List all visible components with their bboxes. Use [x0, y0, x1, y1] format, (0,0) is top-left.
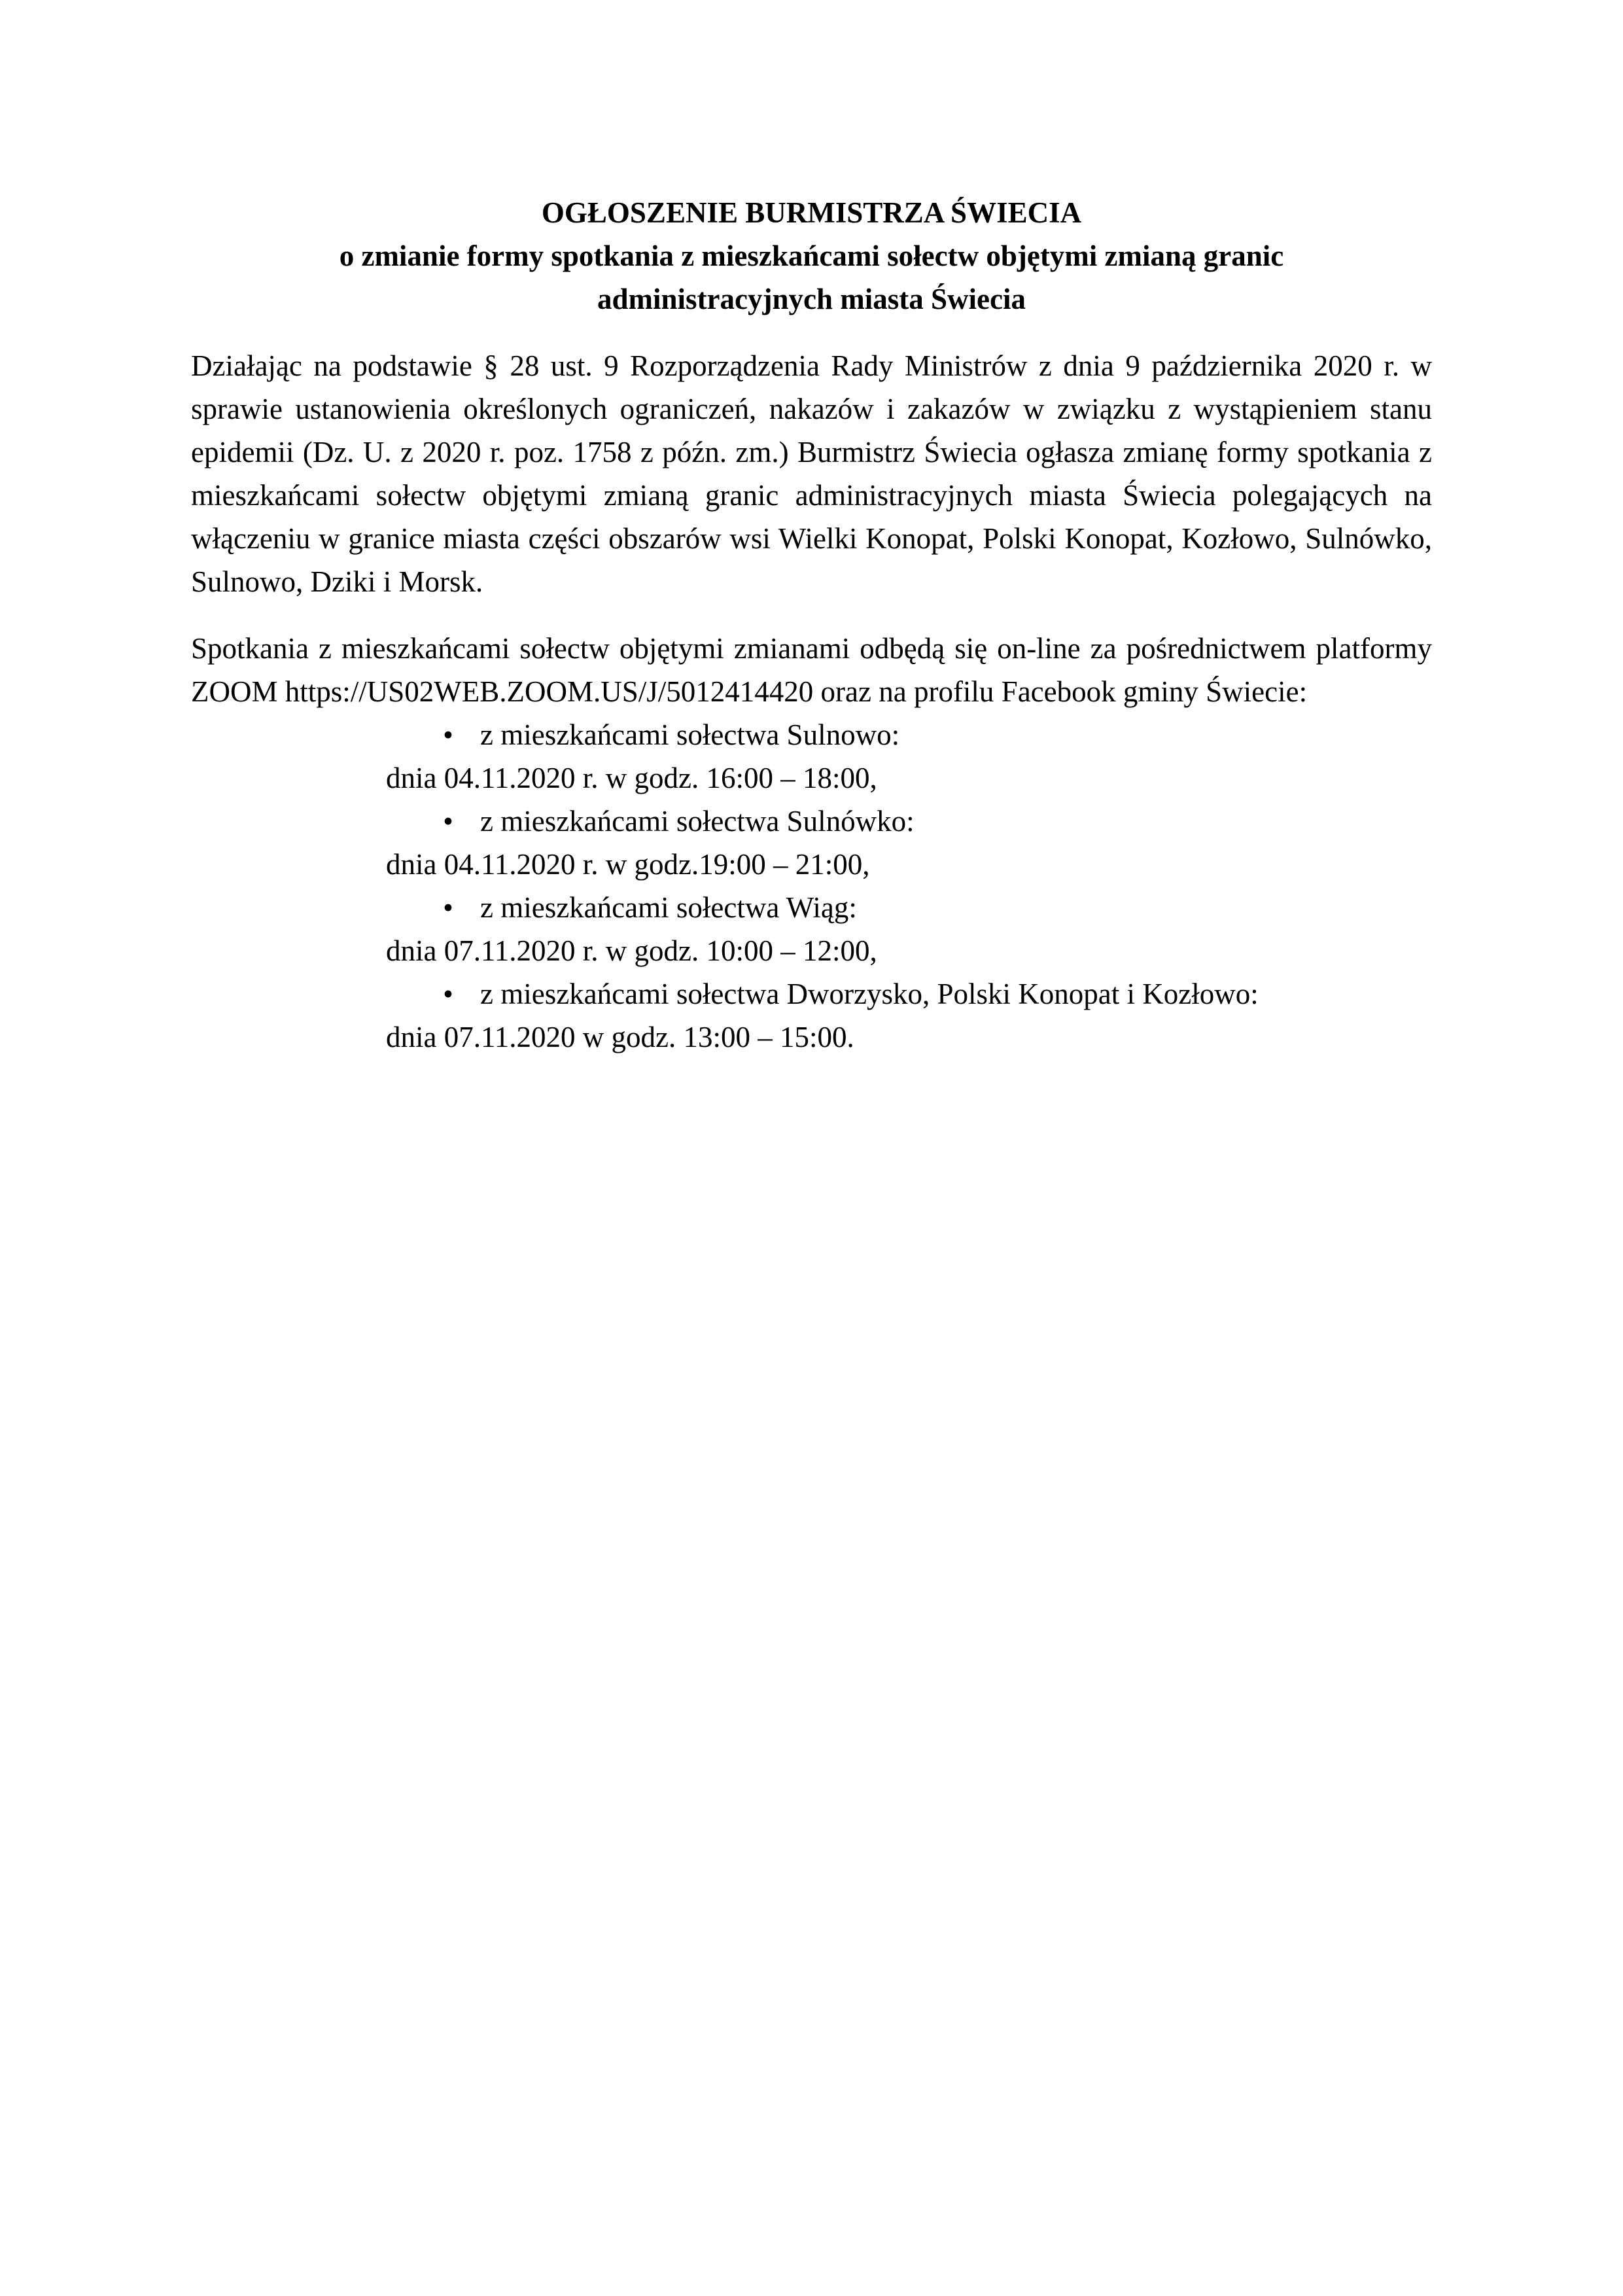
- document-page: [191, 191, 1432, 1059]
- title-line-2: o zmianie formy spotkania z mieszkańcami sołectw objętymi zmianą granic: [339, 239, 1284, 272]
- announcement-title: [191, 191, 1432, 321]
- meeting-date: dnia 07.11.2020 r. w godz. 10:00 – 12:00,: [386, 934, 877, 967]
- meeting-village: z mieszkańcami sołectwa Sulnówko:: [480, 805, 915, 838]
- meetings-list: [191, 713, 1432, 1059]
- meeting-date: dnia 04.11.2020 r. w godz.19:00 – 21:00,: [386, 848, 870, 881]
- list-item: [191, 886, 1432, 972]
- list-item: [191, 713, 1432, 800]
- meeting-date: dnia 04.11.2020 r. w godz. 16:00 – 18:00,: [386, 762, 877, 794]
- online-meetings-paragraph: Spotkania z mieszkańcami sołectw objętymi zmianami odbędą się on-line za pośrednictwem platformy ZOOM https://US02WEB.ZOOM.US/J/5012414420 oraz na profilu Facebook gminy Świecie:: [191, 632, 1432, 708]
- meeting-village: z mieszkańcami sołectwa Sulnowo:: [480, 718, 900, 751]
- meeting-date: dnia 07.11.2020 w godz. 13:00 – 15:00.: [386, 1021, 854, 1053]
- meeting-village: z mieszkańcami sołectwa Dworzysko, Polski Konopat i Kozłowo:: [480, 978, 1259, 1010]
- meeting-village: z mieszkańcami sołectwa Wiąg:: [480, 891, 857, 924]
- title-line-3: administracyjnych miasta Świecia: [597, 283, 1026, 315]
- list-item: [191, 972, 1432, 1059]
- bullet-icon: •: [443, 891, 453, 924]
- bullet-icon: •: [443, 978, 453, 1010]
- bullet-icon: •: [443, 805, 453, 838]
- title-line-1: OGŁOSZENIE BURMISTRZA ŚWIECIA: [541, 196, 1082, 229]
- list-item: [191, 800, 1432, 886]
- bullet-icon: •: [443, 718, 453, 751]
- legal-basis-paragraph: Działając na podstawie § 28 ust. 9 Rozporządzenia Rady Ministrów z dnia 9 października 2020 r. w sprawie ustanowienia określonych ograniczeń, nakazów i zakazów w związku z wystąpieniem stanu epidemii (Dz. U. z 2020 r. poz. 1758 z późn. zm.) Burmistrz Świecia ogłasza zmianę formy spotkania z mieszkańcami sołectw objętymi zmianą granic administracyjnych miasta Świecia polegających na włączeniu w granice miasta części obszarów wsi Wielki Konopat, Polski Konopat, Kozłowo, Sulnówko, Sulnowo, Dziki i Morsk.: [191, 349, 1432, 598]
